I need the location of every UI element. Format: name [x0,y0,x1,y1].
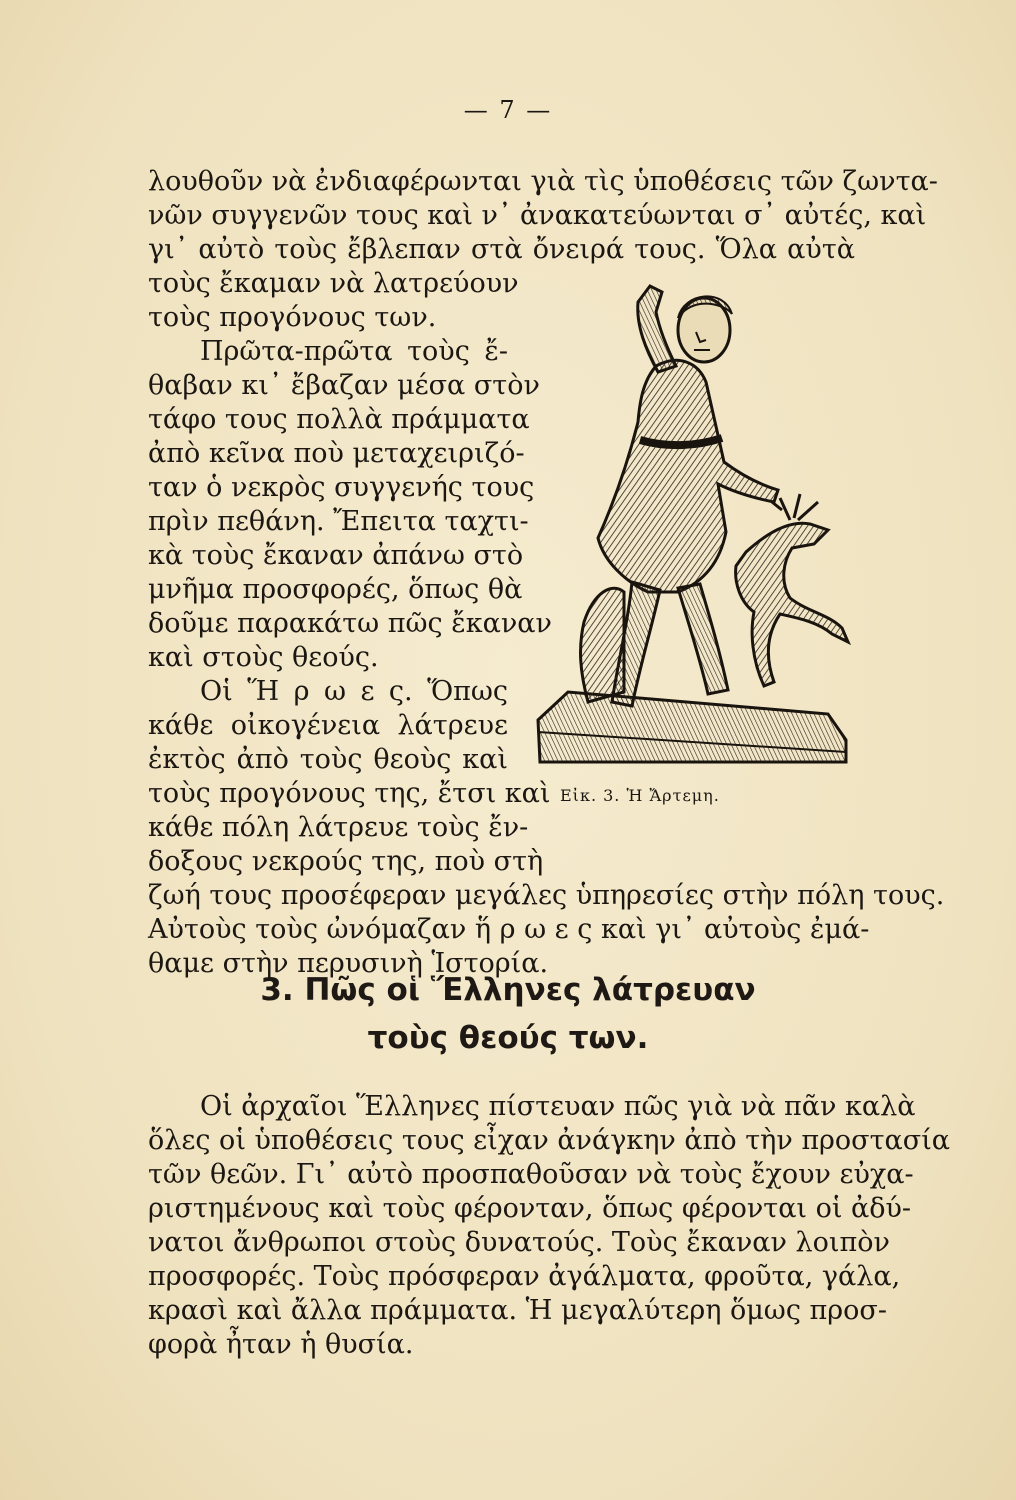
section-heading-line1: 3. Πῶς οἱ Ἕλληνες λάτρευαν [260,972,756,1008]
text-line: τάφο τους πολλὰ πράμματα [148,404,530,435]
figure-caption: Εἰκ. 3. Ἡ Ἄρτεμη. [560,786,720,805]
text-line: δοξους νεκρούς της, ποὺ στὴ [148,846,544,877]
page-number: — 7 — [463,96,553,124]
text-line: κὰ τοὺς ἔκαναν ἀπάνω στὸ [148,540,524,571]
text-line: ταν ὁ νεκρὸς συγγενής τους [148,472,535,503]
text-line: φορὰ ἦταν ἡ θυσία. [148,1329,414,1360]
text-line: ζωή τους προσέφεραν μεγάλες ὑπηρεσίες στὴν πόλη τους. [148,880,945,911]
text-line: τοὺς προγόνους της, ἔτσι καὶ [148,778,551,809]
text-line: μνῆμα προσφορές, ὅπως θὰ [148,574,523,605]
text-line: Οἱ ἀρχαῖοι Ἕλληνες πίστευαν πῶς γιὰ νὰ πᾶν καλὰ [200,1091,916,1122]
text-line: Πρῶτα-πρῶτα τοὺς ἔ- [200,336,508,367]
text-line: νατοι ἄνθρωποι στοὺς δυνατούς. Τοὺς ἔκαναν λοιπὸν [148,1227,890,1258]
text-line: προσφορές. Τοὺς πρόσφεραν ἀγάλματα, φροῦτα, γάλα, [148,1261,901,1292]
text-line: καὶ στοὺς θεούς. [148,642,379,673]
text-line: θαμε στὴν περυσινὴ Ἱστορία. [148,948,549,979]
text-line: ριστημένους καὶ τοὺς φέρονταν, ὅπως φέρονται οἱ ἀδύ- [148,1193,912,1224]
artemis-statue-figure [528,262,856,802]
text-line: ὅλες οἱ ὑποθέσεις τους εἶχαν ἀνάγκην ἀπὸ τὴν προστασία [148,1125,951,1156]
text-line: γι᾽ αὐτὸ τοὺς ἔβλεπαν στὰ ὄνειρά τους. Ὅλα αὐτὰ [148,234,855,265]
text-line: κάθε οἰκογένεια λάτρευε [148,710,508,741]
text-line: τοὺς ἔκαμαν νὰ λατρεύουν [148,268,519,299]
text-line: νῶν συγγενῶν τους καὶ ν᾽ ἀνακατεύωνται σ᾽ αὐτές, καὶ [148,200,927,231]
artemis-statue-icon [528,262,856,782]
text-line: τοὺς προγόνους των. [148,302,437,333]
text-line: κάθε πόλη λάτρευε τοὺς ἔν- [148,812,529,843]
text-line: λουθοῦν νὰ ἐνδιαφέρωνται γιὰ τὶς ὑποθέσεις τῶν ζωντα- [148,166,938,197]
section-heading-line2: τοὺς θεούς των. [367,1020,649,1056]
text-line: κρασὶ καὶ ἄλλα πράμματα. Ἡ μεγαλύτερη ὅμως προσ- [148,1295,887,1326]
text-line: Οἱ Ἥ ρ ω ε ς. Ὅπως [200,676,508,707]
text-line: ἀπὸ κεῖνα ποὺ μεταχειριζό- [148,438,525,469]
text-line: δοῦμε παρακάτω πῶς ἔκαναν [148,608,552,639]
text-line: Αὐτοὺς τοὺς ὠνόμαζαν ἥ ρ ω ε ς καὶ γι᾽ αὐτοὺς ἐμά- [148,914,870,945]
text-line: θαβαν κι᾽ ἔβαζαν μέσα στὸν [148,370,540,401]
text-line: ἐκτὸς ἀπὸ τοὺς θεοὺς καὶ [148,744,508,775]
text-line: πρὶν πεθάνη. Ἔπειτα ταχτι- [148,506,529,537]
text-line: τῶν θεῶν. Γι᾽ αὐτὸ προσπαθοῦσαν νὰ τοὺς ἔχουν εὐχα- [148,1159,914,1190]
